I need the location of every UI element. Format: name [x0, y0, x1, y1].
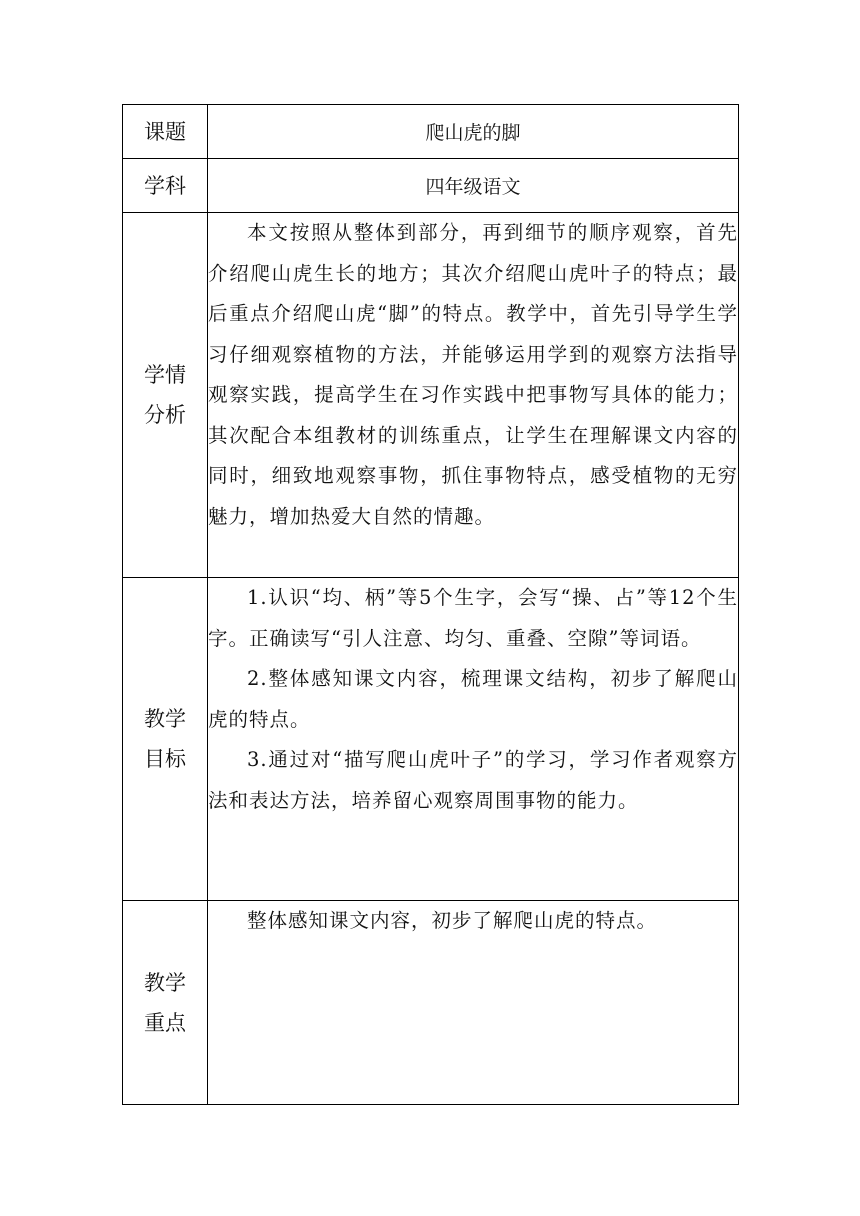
key-points-body	[208, 901, 739, 1105]
goals-label-line1: 教学	[144, 707, 186, 731]
subject-label: 学科	[123, 159, 208, 213]
analysis-label-line2: 分析	[144, 403, 186, 427]
analysis-body	[208, 213, 739, 578]
lesson-plan-table	[122, 104, 739, 1105]
analysis-label-line1: 学情	[144, 363, 186, 387]
goals-label	[123, 578, 208, 901]
title-label: 课题	[123, 105, 208, 159]
goal-item-2: 2.整体感知课文内容，梳理课文结构，初步了解爬山虎的特点。	[208, 667, 738, 731]
table-row-goals	[123, 578, 739, 901]
analysis-label	[123, 213, 208, 578]
key-points-label-line2: 重点	[144, 1010, 186, 1035]
table-row-title	[123, 105, 739, 159]
key-points-label	[123, 901, 208, 1105]
key-points-text: 整体感知课文内容，初步了解爬山虎的特点。	[247, 909, 658, 932]
key-points-label-line1: 教学	[144, 970, 186, 995]
goals-label-line2: 目标	[144, 747, 186, 771]
subject-value: 四年级语文	[208, 159, 739, 213]
analysis-text: 本文按照从整体到部分，再到细节的顺序观察，首先介绍爬山虎生长的地方；其次介绍爬山虎叶子的特点；最后重点介绍爬山虎“脚”的特点。教学中，首先引导学生学习仔细观察植物的方法，并能够运用学到的观察方法指导观察实践，提高学生在习作实践中把事物写具体的能力；其次配合本组教材的训练重点，让学生在理解课文内容的同时，细致地观察事物，抓住事物特点，感受植物的无穷魅力，增加热爱大自然的情趣。	[208, 221, 738, 528]
table-row-subject	[123, 159, 739, 213]
goal-item-1: 1.认识“均、柄”等5个生字，会写“操、占”等12个生字。正确读写“引人注意、均匀、重叠、空隙”等词语。	[208, 586, 738, 650]
table-row-analysis	[123, 213, 739, 578]
goals-body	[208, 578, 739, 901]
goal-item-3: 3.通过对“描写爬山虎叶子”的学习，学习作者观察方法和表达方法，培养留心观察周围事物的能力。	[208, 748, 738, 812]
title-value: 爬山虎的脚	[208, 105, 739, 159]
table-row-key-points	[123, 901, 739, 1105]
